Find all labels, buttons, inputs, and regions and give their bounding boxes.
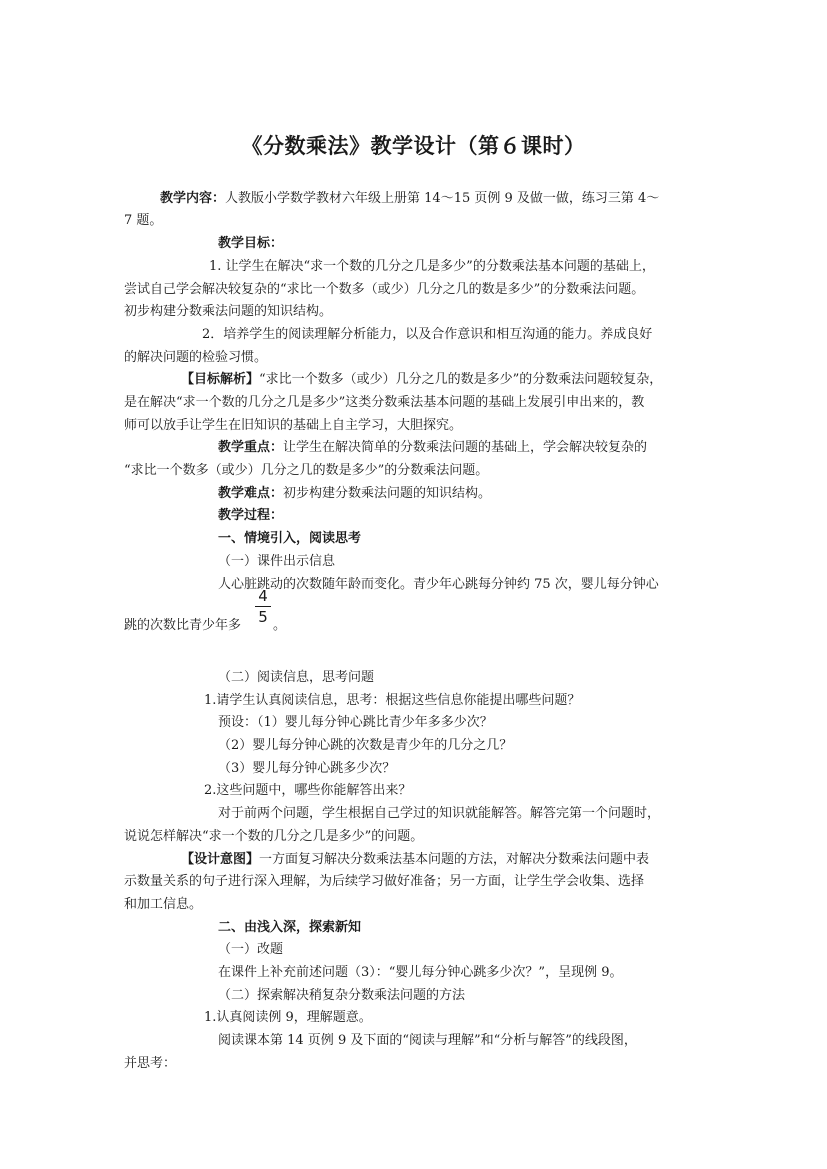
goal1-line-a: 1. 让学生在解决“求一个数的几分之几是多少”的分数乘法基本问题的基础上， bbox=[209, 259, 655, 274]
answer-line-b: 说说怎样解决“求一个数的几分之几是多少”的问题。 bbox=[124, 829, 424, 844]
fraction-bar bbox=[255, 606, 271, 607]
fraction-denominator: 5 bbox=[258, 608, 268, 626]
analysis-line-c: 师可以放手让学生在旧知识的基础上自主学习，大胆探究。 bbox=[124, 418, 463, 433]
analysis-line-a bbox=[181, 368, 662, 391]
fraction-four-fifths bbox=[255, 588, 271, 625]
section2-step1: 1.认真阅读例 9，理解题意。 bbox=[204, 1010, 372, 1025]
key-label: 教学重点： bbox=[218, 440, 284, 455]
design-line-a bbox=[181, 848, 649, 871]
section1-sub1: （一）课件出示信息 bbox=[218, 554, 336, 569]
info-line-a: 人心脏跳动的次数随年龄而变化。青少年心跳每分钟约 75 次，婴儿每分钟心 bbox=[218, 577, 659, 592]
content-line-2: 7 题。 bbox=[124, 213, 163, 228]
section1-title: 一、情境引入，阅读思考 bbox=[218, 531, 362, 546]
content-label: 教学内容： bbox=[160, 191, 226, 206]
key-text: 让学生在解决简单的分数乘法问题的基础上，学会解决较复杂的 bbox=[283, 440, 648, 455]
info-line-b: 跳的次数比青少年多 bbox=[124, 618, 242, 633]
difficulty-line bbox=[218, 482, 491, 505]
question-2: 2.这些问题中，哪些你能解答出来？ bbox=[204, 783, 412, 798]
difficulty-label: 教学难点： bbox=[218, 486, 284, 501]
analysis-label: 【目标解析】 bbox=[181, 372, 260, 387]
section2-read-a: 阅读课本第 14 页例 9 及下面的“阅读与理解”和“分析与解答”的线段图， bbox=[218, 1033, 637, 1048]
analysis-text: “求比一个数多（或少）几分之几的数是多少”的分数乘法问题较复杂， bbox=[259, 372, 663, 387]
preset-3: （3）婴儿每分钟心跳多少次？ bbox=[218, 761, 396, 776]
analysis-line-b: 是在解决“求一个数的几分之几是多少”这类分数乘法基本问题的基础上发展引申出来的，教 bbox=[124, 395, 645, 410]
goal2-line-a: 2．培养学生的阅读理解分析能力，以及合作意识和相互沟通的能力。养成良好 bbox=[202, 327, 653, 342]
goals-label: 教学目标： bbox=[218, 236, 284, 251]
key-line-b: “求比一个数多（或少）几分之几的数是多少”的分数乘法问题。 bbox=[124, 463, 489, 478]
section2-sub2: （二）探索解决稍复杂分数乘法问题的方法 bbox=[218, 988, 466, 1003]
difficulty-text: 初步构建分数乘法问题的知识结构。 bbox=[283, 486, 492, 501]
info-line-end: 。 bbox=[273, 618, 287, 633]
section2-read-b: 并思考： bbox=[124, 1056, 177, 1071]
content-text: 人教版小学数学教材六年级上册第 14～15 页例 9 及做一做，练习三第 4～ bbox=[225, 191, 660, 206]
goal1-line-b: 尝试自己学会解决较复杂的“求比一个数多（或少）几分之几的数是多少”的分数乘法问题。 bbox=[124, 282, 645, 297]
document-title: 《分数乘法》教学设计（第６课时） bbox=[241, 134, 586, 158]
section2-title: 二、由浅入深，探索新知 bbox=[218, 920, 362, 935]
content-line-1 bbox=[160, 187, 659, 210]
preset-1: 预设：（1）婴儿每分钟心跳比青少年多多少次？ bbox=[218, 715, 493, 730]
process-label: 教学过程： bbox=[218, 508, 284, 523]
design-label: 【设计意图】 bbox=[181, 852, 260, 867]
key-line-a bbox=[218, 436, 647, 459]
preset-2: （2）婴儿每分钟心跳的次数是青少年的几分之几？ bbox=[218, 738, 513, 753]
design-line-b: 示数量关系的句子进行深入理解，为后续学习做好准备；另一方面，让学生学会收集、选择 bbox=[124, 874, 645, 889]
goal2-line-b: 的解决问题的检验习惯。 bbox=[124, 350, 268, 365]
answer-line-a: 对于前两个问题，学生根据自己学过的知识就能解答。解答完第一个问题时， bbox=[218, 806, 661, 821]
question-1: 1.请学生认真阅读信息，思考：根据这些信息你能提出哪些问题？ bbox=[204, 693, 581, 708]
goal1-line-c: 初步构建分数乘法问题的知识结构。 bbox=[124, 304, 333, 319]
fraction-numerator: 4 bbox=[258, 587, 268, 605]
section1-sub2: （二）阅读信息，思考问题 bbox=[218, 670, 375, 685]
design-text: 一方面复习解决分数乘法基本问题的方法，对解决分数乘法问题中表 bbox=[259, 852, 650, 867]
design-line-c: 和加工信息。 bbox=[124, 897, 203, 912]
section2-sub1: （一）改题 bbox=[218, 942, 284, 957]
section2-text1: 在课件上补充前述问题（3）：“婴儿每分钟心跳多少次？”，呈现例 9。 bbox=[218, 965, 623, 980]
